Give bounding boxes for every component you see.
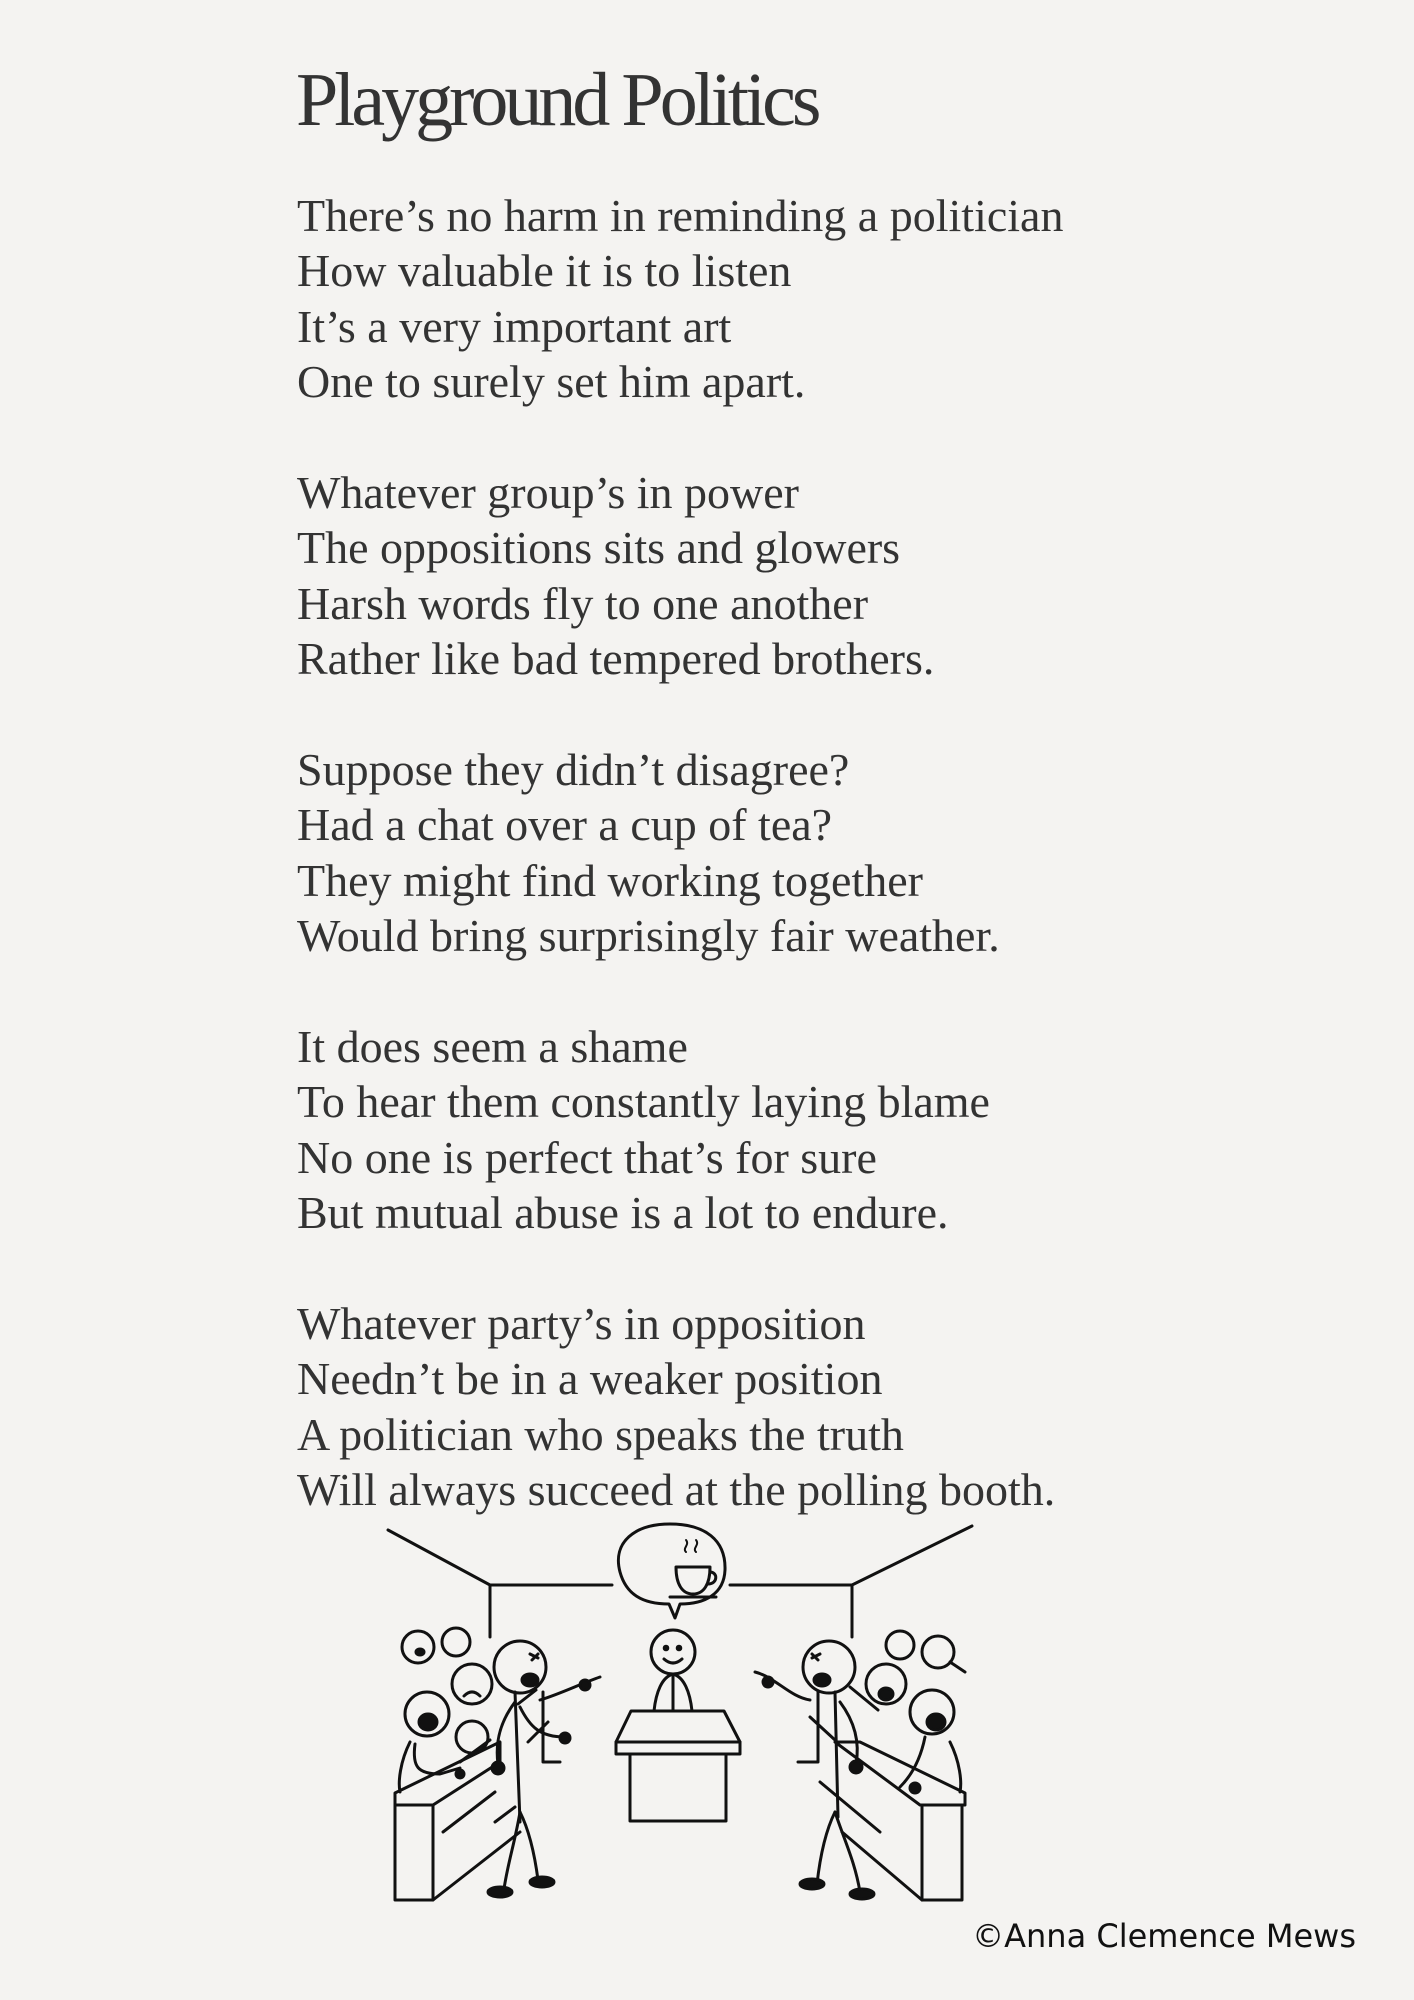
poem-line: There’s no harm in reminding a politician	[297, 190, 1064, 241]
poem-line: Suppose they didn’t disagree?	[297, 744, 850, 796]
poem-line: Would bring surprisingly fair weather.	[297, 910, 1000, 962]
poem-line: It’s a very important art	[297, 300, 732, 352]
podium-icon	[616, 1711, 740, 1821]
poem-line: How valuable it is to listen	[297, 245, 792, 297]
poem-line: Had a chat over a cup of tea?	[297, 799, 833, 851]
right-shouting-figure-icon	[755, 1641, 874, 1899]
poem-line: But mutual abuse is a lot to endure.	[297, 1187, 949, 1239]
poem-line: Will always succeed at the polling booth.	[297, 1464, 1056, 1516]
stanza-5	[297, 1296, 1063, 1518]
left-shouting-figure-icon	[488, 1641, 600, 1897]
poem-title: Playground Politics	[296, 58, 818, 142]
poem-line: To hear them constantly laying blame	[297, 1076, 990, 1128]
poem-line: Needn’t be in a weaker position	[297, 1353, 883, 1405]
teacup-icon	[618, 1524, 725, 1618]
poem-line: No one is perfect that’s for sure	[297, 1131, 877, 1183]
stanza-3	[297, 742, 1063, 964]
poem-line: A politician who speaks the truth	[297, 1408, 904, 1460]
poem-line: Whatever party’s in opposition	[297, 1298, 866, 1350]
poem-line: Harsh words fly to one another	[297, 577, 869, 629]
poem-line: One to surely set him apart.	[297, 356, 806, 408]
poem-line: The oppositions sits and glowers	[297, 522, 901, 574]
copyright-credit: ©Anna Clemence Mews	[972, 1917, 1356, 1955]
poem-line: Whatever group’s in power	[297, 467, 800, 519]
stanza-1	[297, 188, 1063, 410]
poem-body	[297, 188, 1063, 1518]
stanza-4	[297, 1019, 1063, 1241]
room-lines-icon	[388, 1526, 972, 1637]
stanza-2	[297, 465, 1063, 687]
poem-line: They might find working together	[297, 854, 923, 906]
parliament-illustration	[380, 1512, 980, 1902]
speaker-figure-icon	[651, 1630, 695, 1711]
poem-line: It does seem a shame	[297, 1021, 688, 1073]
poem-line: Rather like bad tempered brothers.	[297, 633, 935, 685]
